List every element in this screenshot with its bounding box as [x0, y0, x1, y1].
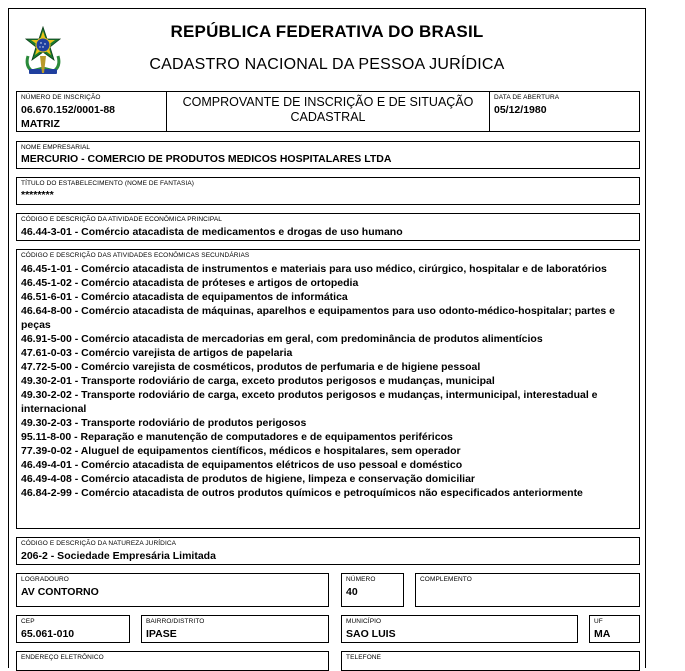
fantasia-label: TÍTULO DO ESTABELECIMENTO (NOME DE FANTASIA)	[21, 180, 195, 187]
list-item: 46.91-5-00 - Comércio atacadista de mercadorias em geral, com predominância de produtos alimentícios	[21, 333, 543, 345]
uf-value: MA	[594, 628, 611, 640]
nome-box	[16, 141, 640, 169]
list-item: 46.64-8-00 - Comércio atacadista de máquinas, aparelhos e equipamentos para uso odonto-médico-hospitalar; partes e peças	[21, 305, 615, 331]
numero-value: 40	[346, 586, 358, 598]
list-item: 46.45-1-01 - Comércio atacadista de instrumentos e materiais para uso médico, cirúrgico, hospitalar e de laboratórios	[21, 263, 607, 275]
comprovante-line1: COMPROVANTE DE INSCRIÇÃO E DE SITUAÇÃO	[182, 95, 474, 109]
logradouro-label: LOGRADOURO	[21, 576, 69, 583]
cep-value: 65.061-010	[21, 628, 75, 640]
atividade-principal-label: CÓDIGO E DESCRIÇÃO DA ATIVIDADE ECONÔMICA PRINCIPAL	[21, 216, 222, 223]
fantasia-box	[16, 177, 640, 205]
list-item: 46.49-4-08 - Comércio atacadista de produtos de higiene, limpeza e conservação domiciliar	[21, 473, 475, 485]
email-box	[16, 651, 329, 671]
uf-box	[589, 615, 640, 643]
header-subtitle: CADASTRO NACIONAL DA PESSOA JURÍDICA	[149, 56, 505, 73]
comprovante-line2: CADASTRAL	[290, 110, 366, 124]
telefone-box	[341, 651, 640, 671]
abertura-label: DATA DE ABERTURA	[494, 94, 560, 101]
atividade-principal-value: 46.44-3-01 - Comércio atacadista de medicamentos e drogas de uso humano	[21, 226, 403, 238]
list-item: 95.11-8-00 - Reparação e manutenção de computadores e de equipamentos periféricos	[21, 431, 453, 443]
email-label: ENDEREÇO ELETRÔNICO	[21, 654, 104, 661]
cep-box	[16, 615, 130, 643]
list-item: 46.51-6-01 - Comércio atacadista de equipamentos de informática	[21, 291, 348, 303]
fantasia-value: ********	[21, 189, 54, 201]
telefone-label: TELEFONE	[346, 654, 382, 661]
logradouro-box	[16, 573, 329, 607]
inscricao-box	[16, 91, 167, 132]
list-item: 46.45-1-02 - Comércio atacadista de próteses e artigos de ortopedia	[21, 277, 359, 289]
logradouro-value: AV CONTORNO	[21, 586, 99, 598]
cep-label: CEP	[21, 618, 35, 625]
list-item: 49.30-2-03 - Transporte rodoviário de produtos perigosos	[21, 417, 307, 429]
inscricao-label: NÚMERO DE INSCRIÇÃO	[21, 94, 101, 101]
numero-label: NÚMERO	[346, 576, 376, 583]
abertura-value: 05/12/1980	[494, 104, 547, 116]
list-item: 49.30-2-01 - Transporte rodoviário de carga, exceto produtos perigosos e mudanças, municipal	[21, 375, 495, 387]
inscricao-number: 06.670.152/0001-88	[21, 104, 116, 116]
bairro-box	[141, 615, 329, 643]
natureza-value: 206-2 - Sociedade Empresária Limitada	[21, 550, 216, 562]
complemento-label: COMPLEMENTO	[420, 576, 472, 583]
comprovante-box	[166, 91, 490, 132]
list-item: 46.49-4-01 - Comércio atacadista de equipamentos elétricos de uso pessoal e doméstico	[21, 459, 463, 471]
complemento-box	[415, 573, 640, 607]
atividades-secundarias-label: CÓDIGO E DESCRIÇÃO DAS ATIVIDADES ECONÔMICAS SECUNDÁRIAS	[21, 252, 250, 259]
inscricao-type: MATRIZ	[21, 118, 60, 130]
header-title: REPÚBLICA FEDERATIVA DO BRASIL	[170, 22, 484, 41]
list-item: 47.61-0-03 - Comércio varejista de artigos de papelaria	[21, 347, 293, 359]
list-item: 46.84-2-99 - Comércio atacadista de outros produtos químicos e petroquímicos não especificados anteriormente	[21, 487, 583, 499]
natureza-box	[16, 537, 640, 565]
atividades-secundarias-box	[16, 249, 640, 529]
nome-label: NOME EMPRESARIAL	[21, 144, 91, 151]
list-item: 77.39-0-02 - Aluguel de equipamentos científicos, médicos e hospitalares, sem operador	[21, 445, 461, 457]
abertura-box	[489, 91, 640, 132]
municipio-value: SAO LUIS	[346, 628, 396, 640]
bairro-label: BAIRRO/DISTRITO	[146, 618, 205, 625]
comprovante-title	[167, 95, 489, 125]
nome-value: MERCURIO - COMERCIO DE PRODUTOS MEDICOS HOSPITALARES LTDA	[21, 153, 392, 165]
bairro-value: IPASE	[146, 628, 177, 640]
uf-label: UF	[594, 618, 603, 625]
atividade-principal-box	[16, 213, 640, 241]
list-item: 47.72-5-00 - Comércio varejista de cosméticos, produtos de perfumaria e de higiene pessoal	[21, 361, 481, 373]
atividades-secundarias-list	[21, 262, 635, 500]
municipio-label: MUNICÍPIO	[346, 618, 382, 625]
municipio-box	[341, 615, 578, 643]
natureza-label: CÓDIGO E DESCRIÇÃO DA NATUREZA JURÍDICA	[21, 540, 177, 547]
numero-box	[341, 573, 404, 607]
list-item: 49.30-2-02 - Transporte rodoviário de carga, exceto produtos perigosos e mudanças, intermunicipal, interestadual e internacional	[21, 389, 598, 415]
